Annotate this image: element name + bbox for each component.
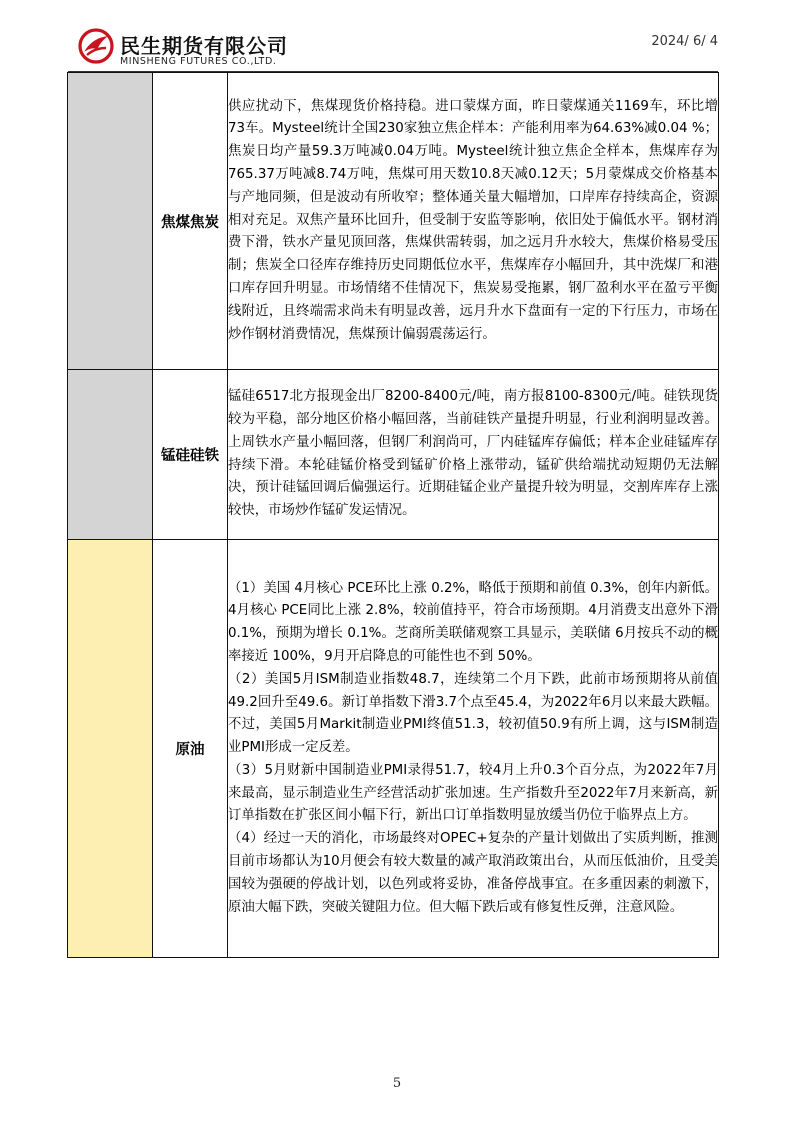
commodity-name: 原油 [153, 540, 228, 958]
commodity-analysis [228, 540, 719, 958]
category-cell [68, 540, 153, 958]
company-name-en: MINSHENG FUTURES CO.,LTD. [120, 56, 277, 67]
minsheng-logo-icon [78, 28, 114, 64]
analysis-paragraph: 供应扰动下，焦煤现货价格持稳。进口蒙煤方面，昨日蒙煤通关1169车，环比增73车。Mysteel统计全国230家独立焦企样本：产能利用率为64.63%减0.04 %；焦炭日均产量59.3万吨减0.04万吨。Mysteel统计独立焦企全样本，焦煤库存为765.37万吨减8.74万吨，焦煤可用天数10.8天减0.12天；5月蒙煤成交价格基本与产地同频，但是波动有所收窄；整体通关量大幅增加，口岸库存持续高企，资源相对充足。双焦产量环比回升，但受制于安监等影响，依旧处于偏低水平。钢材消费下滑，铁水产量见顶回落，焦煤供需转弱，加之远月升水较大，焦煤价格易受压制；焦炭全口径库存维持历史同期低位水平，焦煤库存小幅回升，其中洗煤厂和港口库存回升明显。市场情绪不佳情况下，焦炭易受拖累，钢厂盈利水平在盈亏平衡线附近，且终端需求尚未有明显改善，远月升水下盘面有一定的下行压力，市场在炒作钢材消费情况，焦煤预计偏弱震荡运行。 [228, 98, 718, 342]
page-number: 5 [392, 1076, 402, 1091]
commodity-name: 焦煤焦炭 [153, 73, 228, 370]
analysis-paragraph: （3）5月财新中国制造业PMI录得51.7，较4月上升0.3个百分点，为2022年7月来最高，显示制造业生产经营活动扩张加速。生产指数升至2022年7月来新高，新订单指数在扩张区间小幅下行，新出口订单指数明显放缓当仍位于临界点上方。 [228, 762, 718, 824]
commodity-table [67, 72, 719, 958]
category-cell [68, 73, 153, 370]
category-cell [68, 370, 153, 540]
analysis-paragraph: （4）经过一天的消化，市场最终对OPEC+复杂的产量计划做出了实质判断，推测目前市场都认为10月便会有较大数量的减产取消政策出台，从而压低油价，且受美国较为强硬的停战计划，以色列或将妥协，准备停战事宜。在多重因素的刺激下，原油大幅下跌，突破关键阻力位。但大幅下跌后或有修复性反弹，注意风险。 [228, 831, 718, 915]
analysis-paragraph: 锰硅6517北方报现金出厂8200-8400元/吨，南方报8100-8300元/吨。硅铁现货较为平稳，部分地区价格小幅回落，当前硅铁产量提升明显，行业利润明显改善。上周铁水产量小幅回落，但钢厂利润尚可，厂内硅锰库存偏低；样本企业硅锰库存持续下滑。本轮硅锰价格受到锰矿价格上涨带动，锰矿供给端扰动短期仍无法解决，预计硅锰回调后偏强运行。近期硅锰企业产量提升较为明显，交割库库存上涨较快，市场炒作锰矿发运情况。 [228, 389, 718, 519]
table-row [68, 73, 719, 370]
commodity-analysis [228, 370, 719, 540]
table-row [68, 540, 719, 958]
commodity-analysis [228, 73, 719, 370]
analysis-paragraph: （1）美国 4月核心 PCE环比上涨 0.2%，略低于预期和前值 0.3%，创年内新低。4月核心 PCE同比上涨 2.8%，较前值持平，符合市场预期。4月消费支出意外下滑 0.1%，预期为增长 0.1%。芝商所美联储观察工具显示，美联储 6月按兵不动的概率接近 100%，9月开启降息的可能性也不到 50%。 [228, 580, 718, 664]
analysis-paragraph: （2）美国5月ISM制造业指数48.7，连续第二个月下跌，此前市场预期将从前值49.2回升至49.6。新订单指数下滑3.7个点至45.4，为2022年6月以来最大跌幅。不过，美国5月Markit制造业PMI终值51.3，较初值50.9有所上调，这与ISM制造业PMI形成一定反差。 [228, 671, 718, 756]
report-date: 2024/ 6/ 4 [651, 34, 718, 49]
commodity-name: 锰硅硅铁 [153, 370, 228, 540]
table-row [68, 370, 719, 540]
company-name-cn: 民生期货有限公司 [120, 34, 288, 58]
page-header [68, 26, 718, 70]
